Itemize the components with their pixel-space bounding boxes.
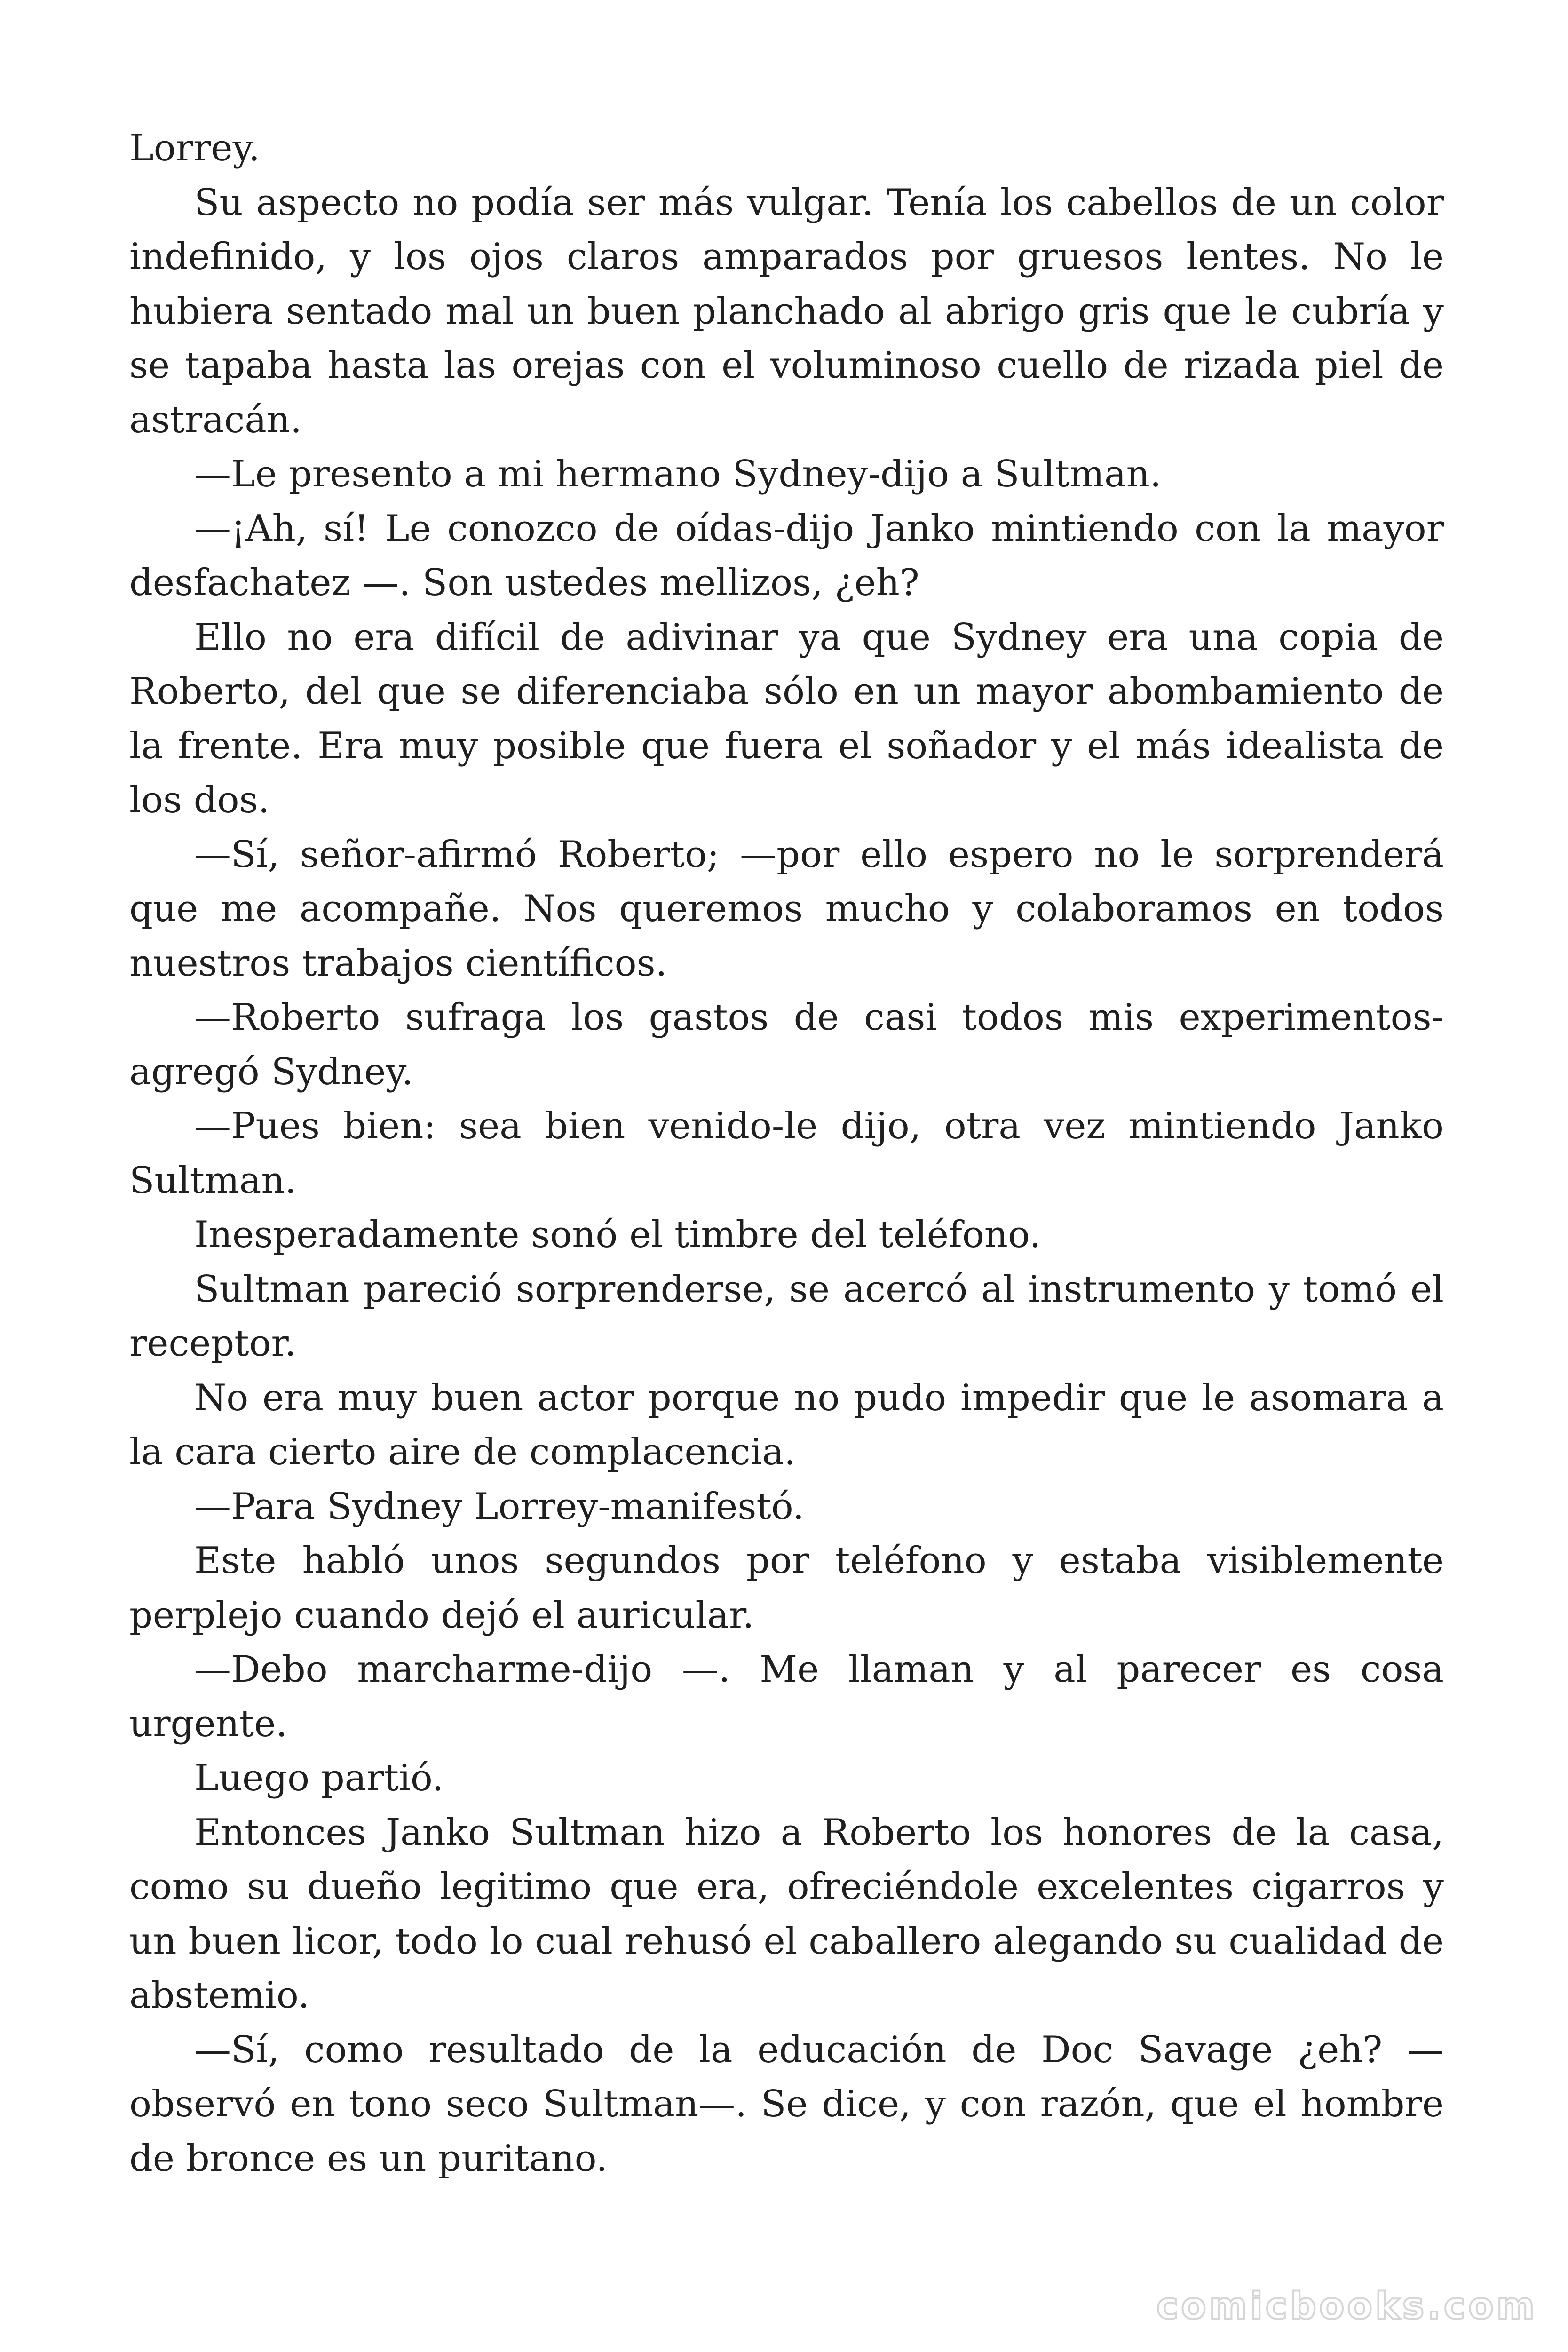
paragraph-6: —Sí, señor-afirmó Roberto; —por ello espero no le sorprenderá que me acompañe. Nos queremos mucho y colaboramos en todos nuestros trabajos científicos.	[129, 833, 1444, 985]
paragraph-16: Entonces Janko Sultman hizo a Roberto los honores de la casa, como su dueño legitimo que era, ofreciéndole excelentes cigarros y un buen licor, todo lo cual rehusó el caballero alegando su cualidad de abstemio.	[129, 1811, 1444, 2017]
book-page-text	[129, 121, 1444, 2238]
paragraph-11: No era muy buen actor porque no pudo impedir que le asomara a la cara cierto aire de complacencia.	[129, 1376, 1444, 1473]
paragraph-15: Luego partió.	[194, 1757, 444, 1799]
paragraph-5: Ello no era difícil de adivinar ya que Sydney era una copia de Roberto, del que se diferenciaba sólo en un mayor abombamiento de la frente. Era muy posible que fuera el soñador y el más idealista de los dos.	[129, 616, 1444, 821]
paragraph-10: Sultman pareció sorprenderse, se acercó al instrumento y tomó el receptor.	[129, 1268, 1444, 1365]
paragraph-1: Lorrey.	[129, 127, 260, 169]
paragraph-3: —Le presento a mi hermano Sydney-dijo a Sultman.	[194, 453, 1162, 495]
paragraph-8: —Pues bien: sea bien venido-le dijo, otra vez mintiendo Janko Sultman.	[129, 1105, 1444, 1202]
paragraph-13: Este habló unos segundos por teléfono y estaba visiblemente perplejo cuando dejó el auricular.	[129, 1540, 1444, 1637]
paragraph-7: —Roberto sufraga los gastos de casi todos mis experimentos-agregó Sydney.	[129, 996, 1444, 1093]
watermark-text: comicbooks.com	[1156, 2285, 1537, 2328]
paragraph-14: —Debo marcharme-dijo —. Me llaman y al parecer es cosa urgente.	[129, 1648, 1444, 1745]
paragraph-17: —Sí, como resultado de la educación de Doc Savage ¿eh? —observó en tono seco Sultman—. Se dice, y con razón, que el hombre de bronce es un puritano.	[129, 2028, 1444, 2180]
paragraph-9: Inesperadamente sonó el timbre del teléfono.	[194, 1214, 1041, 1256]
paragraph-4: —¡Ah, sí! Le conozco de oídas-dijo Janko mintiendo con la mayor desfachatez —. Son ustedes mellizos, ¿eh?	[129, 507, 1444, 604]
paragraph-2: Su aspecto no podía ser más vulgar. Tenía los cabellos de un color indefinido, y los ojos claros amparados por gruesos lentes. No le hubiera sentado mal un buen planchado al abrigo gris que le cubría y se tapaba hasta las orejas con el voluminoso cuello de rizada piel de astracán.	[129, 181, 1444, 441]
paragraph-12: —Para Sydney Lorrey-manifestó.	[194, 1485, 805, 1528]
